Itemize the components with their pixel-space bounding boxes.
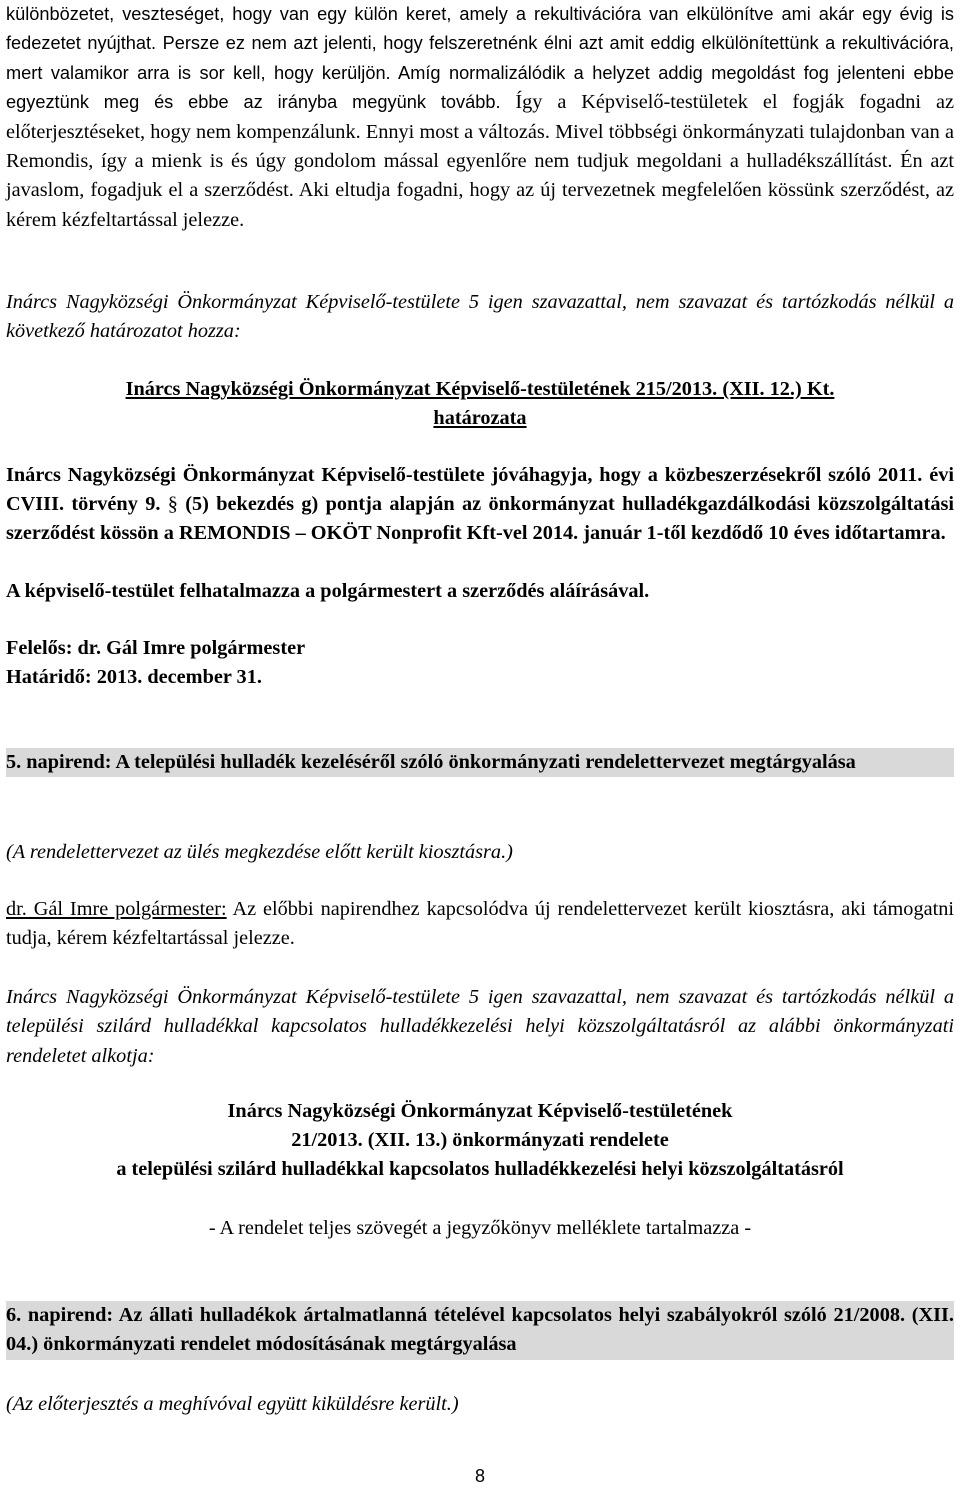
resolution-deadline: Határidő: 2013. december 31. (6, 666, 262, 688)
agenda-6-heading-text: 6. napirend: Az állati hulladékok ártalmatlanná tételével kapcsolatos helyi szabályokról szóló 21/2008. (XII. 04.) önkormányzati rendelet módosításának megtárgyalása (6, 1304, 954, 1356)
resolution-authorization: A képviselő-testület felhatalmazza a polgármestert a szerződés aláírásával. (6, 580, 650, 602)
agenda-5-note: (A rendelettervezet az ülés megkezdése előtt került kiosztásra.) (6, 841, 513, 863)
vote-statement-1: Inárcs Nagyközségi Önkormányzat Képviselő-testülete 5 igen szavazattal, nem szavazat és tartózkodás nélkül a következő határozatot hozza: (6, 291, 954, 343)
section-symbol: § (167, 493, 178, 516)
resolution-title-line-2: határozata (433, 407, 527, 429)
decree-title-line-2: 21/2013. (XII. 13.) önkormányzati rendelete (291, 1129, 669, 1151)
resolution-body-post: (5) bekezdés g) pontja alapján az önkormányzat hulladékgazdálkodási közszolgáltatási szerződést kössön a REMONDIS – OKÖT Nonprofit Kft-vel 2014. január 1-től kezdődő 10 éves időtartamra. (6, 493, 954, 545)
resolution-title-line-1: Inárcs Nagyközségi Önkormányzat Képviselő-testületének 215/2013. (XII. 12.) Kt. (125, 378, 835, 400)
intro-text-1: különbözetet, veszteséget, hogy van egy külön keret, amely a rekultivációra van elkülönítve ami akár egy évig is fedezetet nyújthat. Persze ez nem azt jelenti, hogy felszeretnénk élni azt amit eddig elkülönítettünk a rekultivációra, mert valamikor arra is sor kell, hogy kerüljön. Amíg normalizálódik a helyzet addig megoldást fog jelenteni ebbe egyeztünk meg és ebbe az irányba megyünk tovább. (6, 4, 954, 113)
resolution-body (6, 461, 954, 549)
page-number: 8 (474, 1466, 485, 1486)
resolution-body-pre: Inárcs Nagyközségi Önkormányzat Képviselő-testülete jóváhagyja, hogy a közbeszerzésekről szóló 2011. évi CVIII. törvény 9. (6, 464, 954, 516)
vote-statement-2: Inárcs Nagyközségi Önkormányzat Képviselő-testülete 5 igen szavazattal, nem szavazat és tartózkodás nélkül a települési szilárd hulladékkal kapcsolatos hulladékkezelési helyi közszolgáltatásról az alábbi önkormányzati rendeletet alkotja: (6, 986, 954, 1067)
speaker-name: dr. Gál Imre polgármester: (6, 898, 227, 920)
annex-note: - A rendelet teljes szövegét a jegyzőkönyv melléklete tartalmazza - (208, 1217, 752, 1239)
resolution-title (6, 375, 954, 433)
decree-title-line-3: a települési szilárd hulladékkal kapcsolatos hulladékkezelési helyi közszolgáltatásról (116, 1158, 844, 1180)
speech-text: Az előbbi napirendhez kapcsolódva új rendelettervezet került kiosztásra, aki támogatni tudja, kérem kézfeltartással jelezze. (6, 898, 955, 950)
resolution-responsible: Felelős: dr. Gál Imre polgármester (6, 637, 306, 659)
decree-title (6, 1097, 954, 1184)
agenda-5-speech (6, 895, 954, 954)
intro-text-2: Így a Képviselő-testületek el fogják fogadni az előterjesztéseket, hogy nem kompenzálunk. Ennyi most a változás. Mivel többségi önkormányzati tulajdonban van a Remondis, így a mienk is és úgy gondolom mással egyenlőre nem tudjuk megoldani a hulladékszállítást. Én azt javaslom, fogadjuk el a szerződést. Aki eltudja fogadni, hogy az új tervezetnek megfelelően kössünk szerződést, az kérem kézfeltartással jelezze. (6, 91, 954, 231)
agenda-6-heading (6, 1301, 954, 1360)
agenda-5-heading-text: 5. napirend: A települési hulladék kezeléséről szóló önkormányzati rendelettervezet megtárgyalása (6, 751, 856, 773)
intro-paragraph (6, 0, 954, 235)
agenda-6-note: (Az előterjesztés a meghívóval együtt kiküldésre került.) (6, 1393, 459, 1415)
decree-title-line-1: Inárcs Nagyközségi Önkormányzat Képviselő-testületének (227, 1100, 733, 1122)
agenda-5-heading (6, 748, 954, 777)
